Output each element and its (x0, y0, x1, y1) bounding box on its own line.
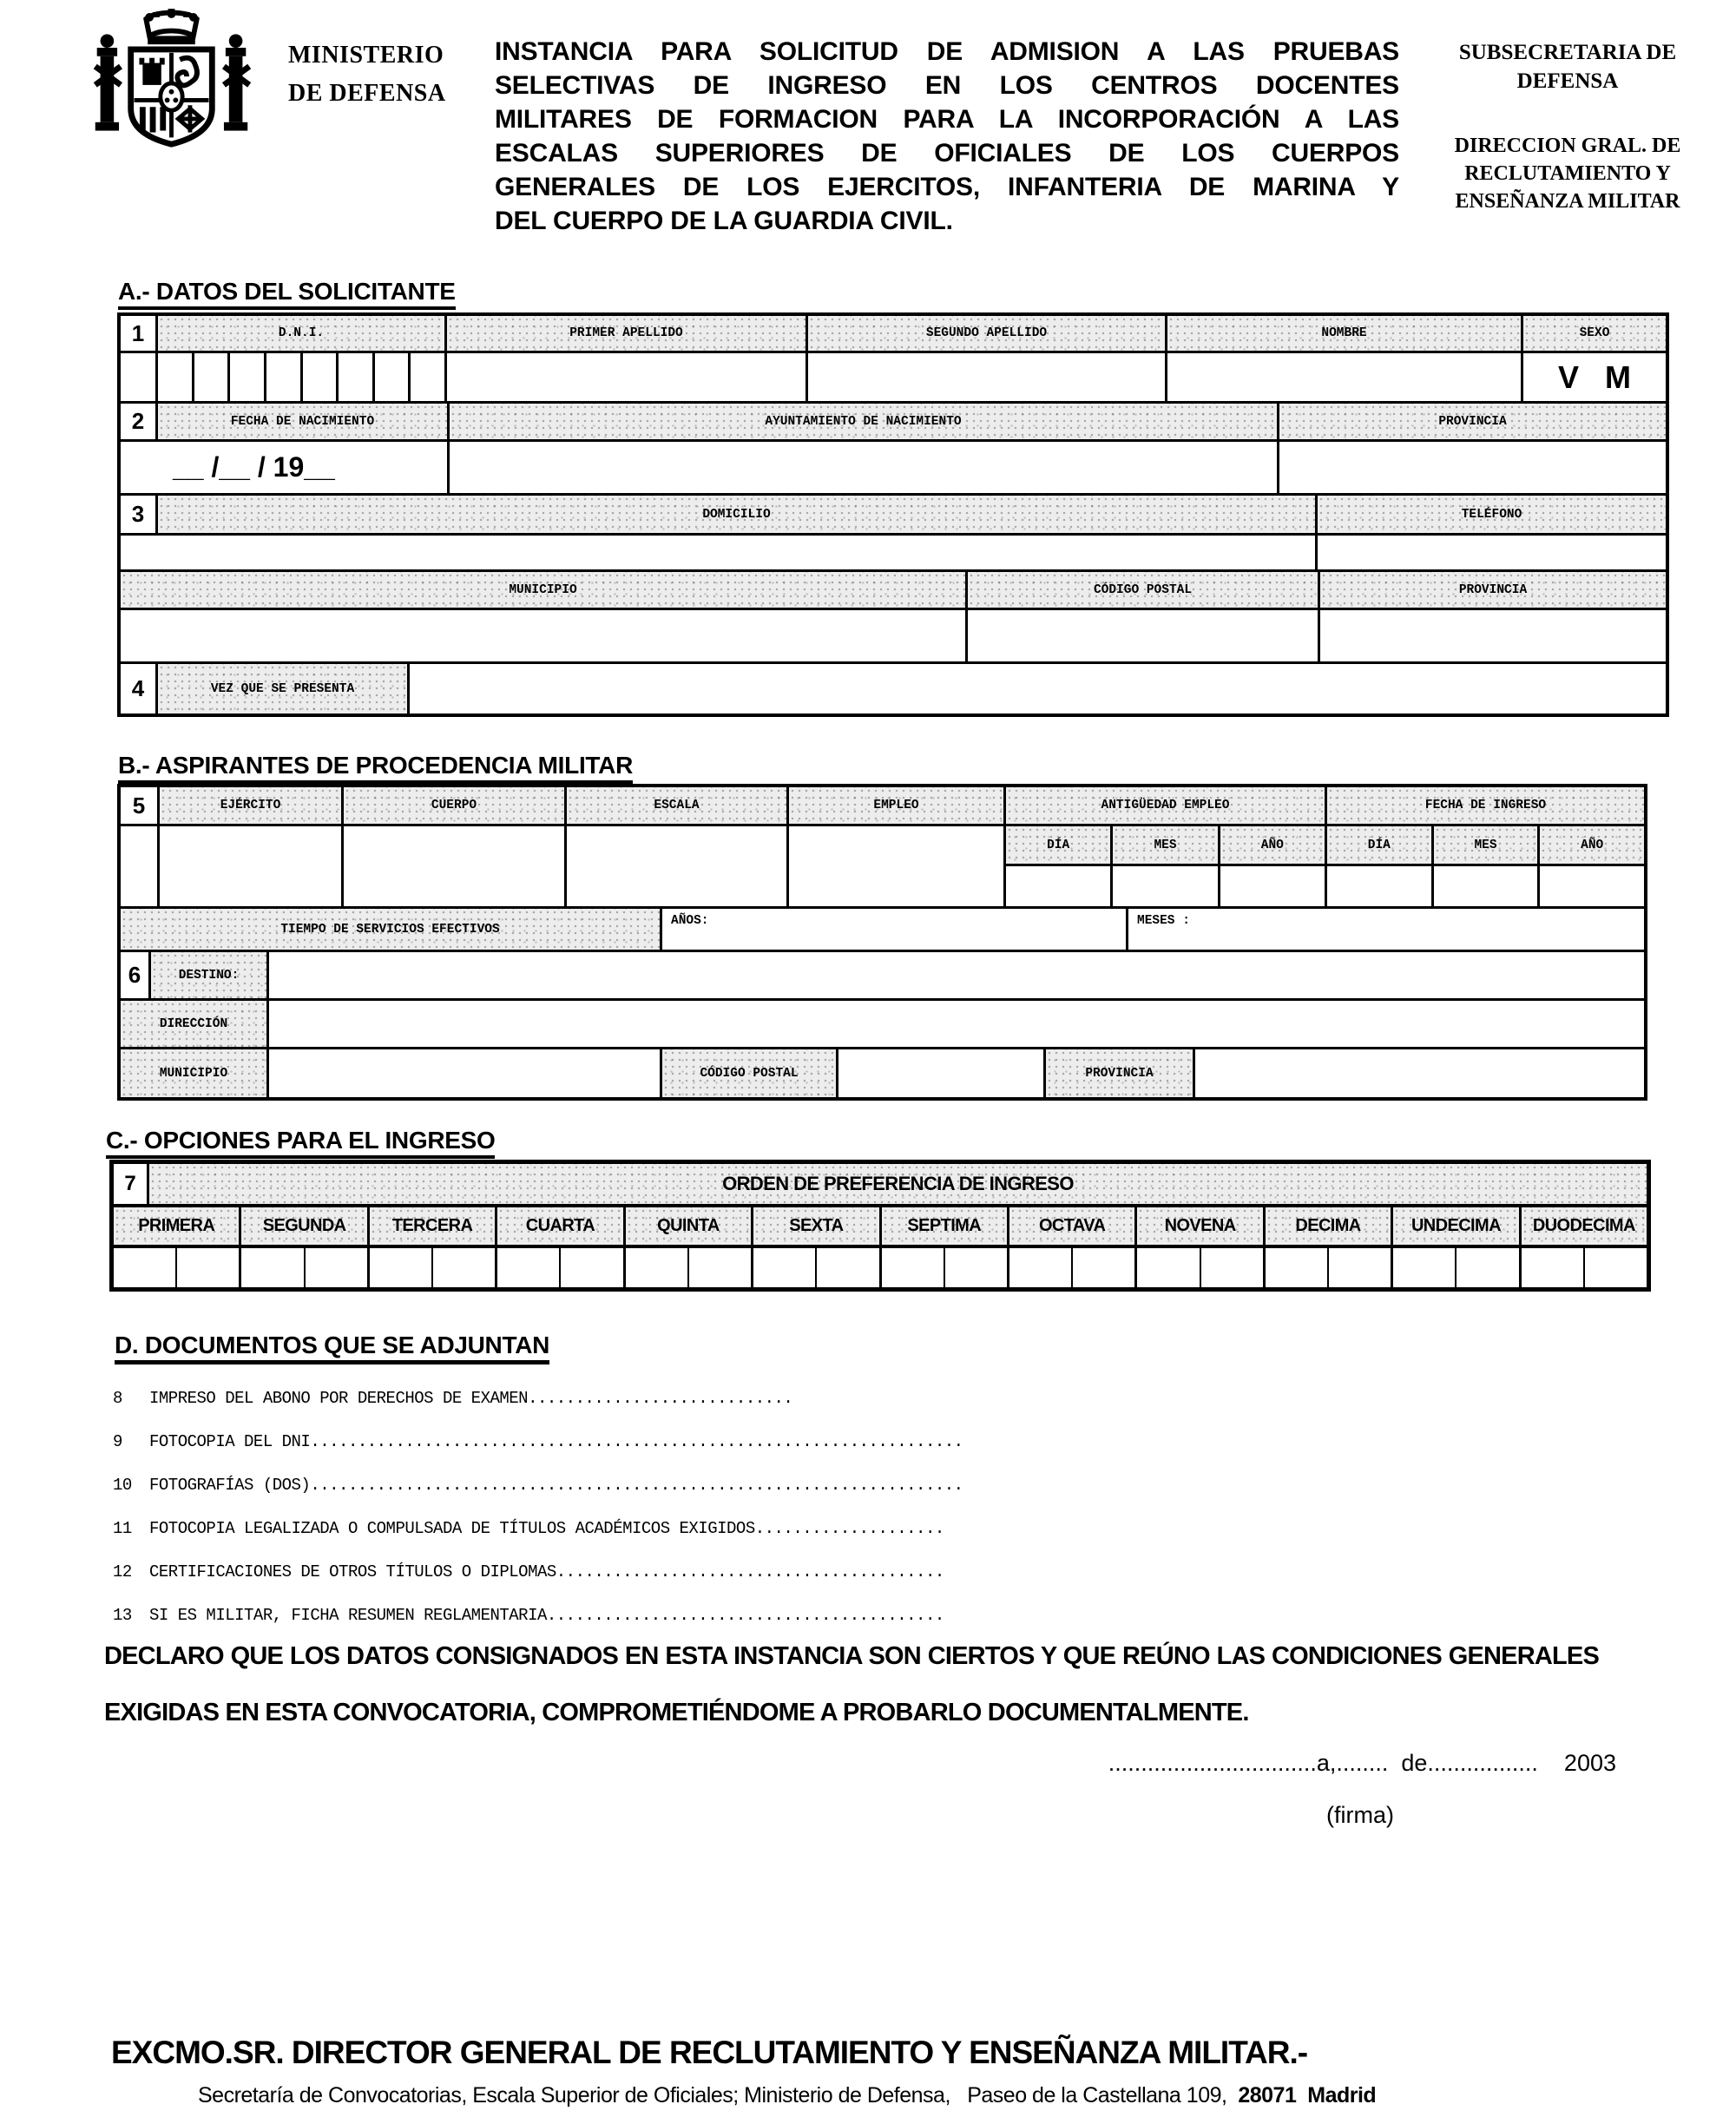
vez-que-se-presenta-label: VEZ QUE SE PRESENTA (155, 664, 407, 713)
section-c-table (109, 1160, 1651, 1292)
preferencia-box[interactable] (753, 1248, 815, 1287)
fecha-ingreso-column-header: FECHA DE INGRESO (1327, 787, 1644, 826)
municipio-destino-input[interactable] (266, 1049, 660, 1097)
primer-apellido-column-header: PRIMER APELLIDO (444, 316, 806, 351)
codigo-postal-input[interactable] (965, 610, 1318, 661)
preferencia-box[interactable] (1393, 1248, 1455, 1287)
document-item-number: 8 (113, 1389, 122, 1408)
ingreso-ano-input[interactable] (1537, 866, 1644, 906)
preferencia-box[interactable] (687, 1248, 751, 1287)
anos-label: AÑOS: (671, 914, 709, 928)
direccion-input[interactable] (266, 1001, 1644, 1047)
document-item-text: IMPRESO DEL ABONO POR DERECHOS DE EXAMEN............................ (149, 1389, 793, 1408)
form-title-line: INSTANCIA PARA SOLICITUD DE ADMISION A LAS PRUEBAS (495, 37, 1399, 66)
ejercito-column-header: EJÉRCITO (160, 787, 341, 826)
document-item-text: FOTOCOPIA DEL DNI..................................................................... (149, 1432, 963, 1451)
documents-list (113, 1377, 1068, 1637)
direccion-label: DIRECCIÓN (121, 1001, 266, 1047)
preferencia-column-header: PRIMERA (114, 1207, 239, 1245)
declaration-line: EXIGIDAS EN ESTA CONVOCATORIA, COMPROMETIÉNDOME A PROBARLO DOCUMENTALMENTE. (104, 1699, 1249, 1726)
provincia-domicilio-input[interactable] (1318, 610, 1666, 661)
form-title-line: ESCALAS SUPERIORES DE OFICIALES DE LOS CUERPOS (495, 139, 1399, 168)
ano-column-header: AÑO (1537, 826, 1644, 864)
antiguedad-mes-input[interactable] (1110, 866, 1217, 906)
dni-digit-box[interactable] (300, 353, 337, 401)
preferencia-box[interactable] (1266, 1248, 1327, 1287)
document-item-number: 12 (113, 1562, 132, 1581)
preferencia-box[interactable] (370, 1248, 431, 1287)
telefono-column-header: TELÉFONO (1315, 496, 1666, 533)
preferencia-box[interactable] (241, 1248, 303, 1287)
fecha-nacimiento-column-header: FECHA DE NACIMIENTO (155, 404, 447, 439)
footer-address-postal: 28071 Madrid (1238, 2083, 1377, 2108)
cuerpo-column-header: CUERPO (344, 787, 564, 826)
direccion-general-header: DIRECCION GRAL. DE RECLUTAMIENTO Y ENSEÑANZA MILITAR (1454, 135, 1681, 213)
preferencia-box[interactable] (1009, 1248, 1071, 1287)
mes-column-header: MES (1431, 826, 1538, 864)
mes-column-header: MES (1110, 826, 1217, 864)
preferencia-column-header: OCTAVA (1007, 1207, 1134, 1245)
document-item (113, 1377, 1068, 1420)
dni-digit-box[interactable] (227, 353, 264, 401)
provincia-nacimiento-input[interactable] (1277, 442, 1666, 493)
preferencia-box[interactable] (431, 1248, 495, 1287)
row-number: 1 (131, 319, 145, 346)
meses-field[interactable] (1126, 909, 1644, 950)
subsecretaria-header: SUBSECRETARIA DE DEFENSA (1458, 41, 1677, 93)
footer-address (198, 2083, 1376, 2108)
municipio-column-header: MUNICIPIO (121, 572, 965, 608)
declaration (104, 1628, 1599, 1741)
preferencia-box[interactable] (559, 1248, 622, 1287)
telefono-input[interactable] (1315, 536, 1666, 569)
sexo-input[interactable]: V M (1521, 353, 1666, 401)
ingreso-mes-input[interactable] (1431, 866, 1538, 906)
preferencia-column-header: SEGUNDA (239, 1207, 366, 1245)
escala-column-header: ESCALA (567, 787, 786, 826)
row-number: 2 (131, 408, 145, 434)
meses-label: MESES : (1137, 914, 1190, 928)
tiempo-servicios-label: TIEMPO DE SERVICIOS EFECTIVOS (121, 909, 660, 950)
row5-number-column (121, 787, 157, 906)
row-number: 5 (121, 787, 157, 826)
section-d-title: D. DOCUMENTOS QUE SE ADJUNTAN (115, 1332, 549, 1364)
dni-digit-box[interactable] (336, 353, 372, 401)
preferencia-box[interactable] (175, 1248, 239, 1287)
ayuntamiento-input[interactable] (447, 442, 1277, 493)
dni-digit-box[interactable] (158, 353, 192, 401)
provincia-column-header: PROVINCIA (1277, 404, 1666, 439)
spain-coat-of-arms-icon (87, 7, 256, 156)
preferencia-box[interactable] (114, 1248, 175, 1287)
dia-column-header: DÍA (1006, 826, 1110, 864)
dni-column-header: D.N.I. (155, 316, 444, 351)
municipio-input[interactable] (121, 610, 965, 661)
preferencia-box[interactable] (1522, 1248, 1583, 1287)
document-item-number: 11 (113, 1519, 132, 1538)
section-b-table (117, 784, 1647, 1101)
segundo-apellido-column-header: SEGUNDO APELLIDO (806, 316, 1165, 351)
preferencia-box[interactable] (882, 1248, 944, 1287)
primer-apellido-input[interactable] (444, 353, 806, 401)
dni-digit-box[interactable] (192, 353, 228, 401)
preferencia-box[interactable] (1327, 1248, 1391, 1287)
destino-input[interactable] (266, 952, 1644, 998)
preferencia-box[interactable] (626, 1248, 687, 1287)
anos-field[interactable] (660, 909, 1126, 950)
dni-digit-box[interactable] (372, 353, 409, 401)
preferencia-box[interactable] (497, 1248, 559, 1287)
document-item-number: 9 (113, 1432, 122, 1451)
section-b-title: B.- ASPIRANTES DE PROCEDENCIA MILITAR (118, 752, 633, 784)
vez-que-se-presenta-input[interactable] (407, 664, 1666, 713)
preferencia-box[interactable] (1200, 1248, 1263, 1287)
footer-addressee: EXCMO.SR. DIRECTOR GENERAL DE RECLUTAMIENTO Y ENSEÑANZA MILITAR.- (111, 2035, 1308, 2070)
preferencia-column-header: DUODECIMA (1519, 1207, 1647, 1245)
municipio-label: MUNICIPIO (121, 1049, 266, 1097)
destino-label: DESTINO: (148, 952, 266, 998)
preferencia-column-header: CUARTA (495, 1207, 622, 1245)
document-item-number: 10 (113, 1476, 132, 1495)
codigo-postal-destino-input[interactable] (836, 1049, 1043, 1097)
form-title-line: MILITARES DE FORMACION PARA LA INCORPORACIÓN A LAS (495, 105, 1399, 134)
ingreso-dia-input[interactable] (1327, 866, 1431, 906)
section-a-title: A.- DATOS DEL SOLICITANTE (118, 278, 456, 310)
ano-column-header: AÑO (1218, 826, 1325, 864)
document-item (113, 1550, 1068, 1594)
preferencia-column-header: QUINTA (623, 1207, 751, 1245)
preferencia-column-header: NOVENA (1134, 1207, 1262, 1245)
section-c-title: C.- OPCIONES PARA EL INGRESO (106, 1127, 495, 1159)
ministry-line1: MINISTERIO (288, 42, 444, 69)
row-number: 4 (131, 675, 145, 701)
form-title-line: GENERALES DE LOS EJERCITOS, INFANTERIA DE MARINA Y (495, 173, 1399, 201)
dni-boxes (155, 353, 444, 401)
domicilio-column-header: DOMICILIO (155, 496, 1315, 533)
preferencia-box[interactable] (944, 1248, 1007, 1287)
form-title-line: DEL CUERPO DE LA GUARDIA CIVIL. (495, 207, 953, 235)
document-item-text: CERTIFICACIONES DE OTROS TÍTULOS O DIPLOMAS......................................... (149, 1562, 944, 1581)
nombre-input[interactable] (1165, 353, 1521, 401)
nombre-column-header: NOMBRE (1165, 316, 1521, 351)
document-item (113, 1507, 1068, 1550)
document-item-text: FOTOGRAFÍAS (DOS)..................................................................... (149, 1476, 963, 1495)
document-item-text: FOTOCOPIA LEGALIZADA O COMPULSADA DE TÍTULOS ACADÉMICOS EXIGIDOS.................... (149, 1519, 944, 1538)
preferencia-box[interactable] (1071, 1248, 1134, 1287)
preferencia-column-header: DECIMA (1263, 1207, 1391, 1245)
spacer-cell (121, 826, 157, 906)
cuerpo-input[interactable] (344, 826, 564, 906)
document-item (113, 1420, 1068, 1463)
form-title-line: SELECTIVAS DE INGRESO EN LOS CENTROS DOCENTES (495, 71, 1399, 100)
fecha-nacimiento-input[interactable]: __ /__ / 19__ (173, 451, 335, 483)
ejercito-input[interactable] (160, 826, 341, 906)
preferencia-column-header: UNDECIMA (1391, 1207, 1518, 1245)
orden-preferencia-header: ORDEN DE PREFERENCIA DE INGRESO (147, 1164, 1647, 1204)
document-item-text: SI ES MILITAR, FICHA RESUMEN REGLAMENTARIA.......................................... (149, 1606, 944, 1625)
dia-column-header: DÍA (1327, 826, 1431, 864)
row-number: 6 (128, 962, 141, 988)
document-item-number: 13 (113, 1606, 132, 1625)
provincia-destino-input[interactable] (1193, 1049, 1644, 1097)
declaration-line: DECLARO QUE LOS DATOS CONSIGNADOS EN ESTA INSTANCIA SON CIERTOS Y QUE REÚNO LAS CONDICIONES GENERALES (104, 1642, 1599, 1670)
codigo-postal-column-header: CÓDIGO POSTAL (965, 572, 1318, 608)
row1-spacer-cell (121, 353, 155, 401)
antiguedad-dia-input[interactable] (1006, 866, 1110, 906)
preferencia-column-header: TERCERA (367, 1207, 495, 1245)
ministry-name (288, 36, 446, 113)
codigo-postal-label: CÓDIGO POSTAL (660, 1049, 836, 1097)
preferencia-box[interactable] (1455, 1248, 1518, 1287)
ayuntamiento-column-header: AYUNTAMIENTO DE NACIMIENTO (447, 404, 1277, 439)
dni-digit-box[interactable] (408, 353, 444, 401)
sexo-column-header: SEXO (1521, 316, 1666, 351)
section-a-table (117, 312, 1669, 717)
preferencia-column-header: SEPTIMA (879, 1207, 1007, 1245)
preferencia-box[interactable] (1137, 1248, 1199, 1287)
escala-input[interactable] (567, 826, 786, 906)
antiguedad-empleo-column-header: ANTIGÜEDAD EMPLEO (1006, 787, 1325, 826)
empleo-column-header: EMPLEO (789, 787, 1003, 826)
date-line[interactable]: ................................a,........ de................. 2003 (1108, 1750, 1616, 1776)
dni-digit-box[interactable] (264, 353, 300, 401)
preferencia-box[interactable] (815, 1248, 878, 1287)
segundo-apellido-input[interactable] (806, 353, 1165, 401)
ministry-line2: DE DEFENSA (288, 80, 446, 107)
row-number: 3 (131, 501, 145, 527)
row-number: 7 (124, 1172, 136, 1195)
preferencia-box[interactable] (304, 1248, 367, 1287)
antiguedad-ano-input[interactable] (1218, 866, 1325, 906)
empleo-input[interactable] (789, 826, 1003, 906)
footer-address-text: Secretaría de Convocatorias, Escala Superior de Oficiales; Ministerio de Defensa, Paseo de la Castellana 109, (198, 2083, 1239, 2108)
preferencia-column-header: SEXTA (751, 1207, 878, 1245)
provincia-label: PROVINCIA (1043, 1049, 1193, 1097)
document-item (113, 1463, 1068, 1507)
signature-area[interactable]: (firma) (1326, 1802, 1394, 1828)
domicilio-input[interactable] (121, 536, 1315, 569)
provincia-column-header: PROVINCIA (1318, 572, 1666, 608)
form-title (495, 35, 1399, 238)
preferencia-box[interactable] (1583, 1248, 1647, 1287)
